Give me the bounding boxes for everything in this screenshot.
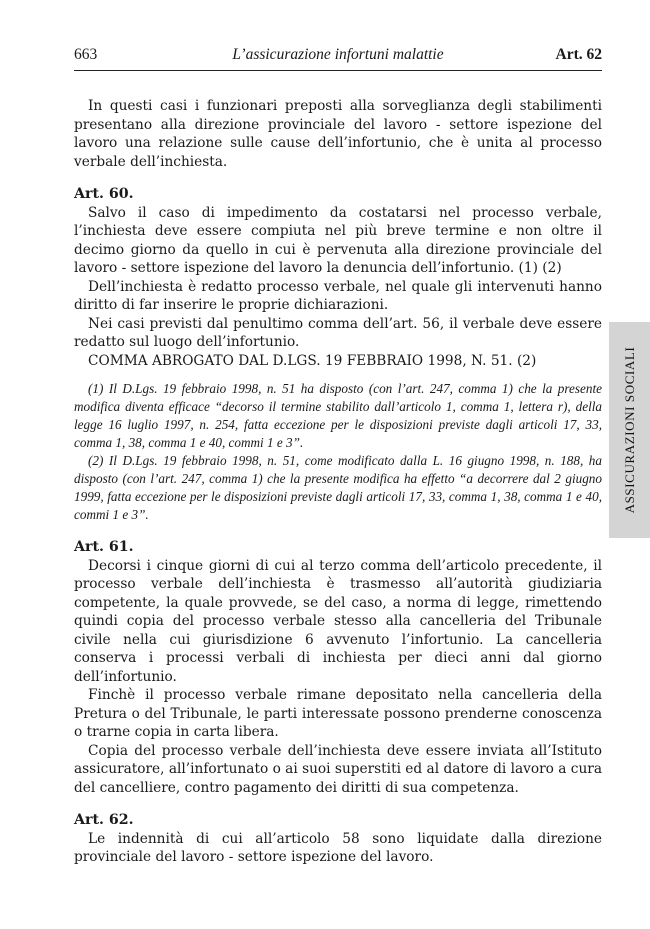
page-number: 663 [74, 46, 98, 63]
art-61-paragraph: Finchè il processo verbale rimane depositato nella cancelleria della Pretura o del Tribunale, le parti interessate possono prenderne conoscenza o trarne copia in carta libera. [74, 687, 602, 740]
running-title: L’assicurazione infortuni malattie [232, 46, 444, 63]
art-60-paragraph: Salvo il caso di impedimento da costatarsi nel processo verbale, l’inchiesta deve essere compiuta nel più breve termine e non oltre il decimo giorno da quello in cui è pervenuta alla direzione provinciale del lavoro - settore ispezione del lavoro la denuncia dell’infortunio. (1) (2) [74, 204, 602, 276]
footnote-1: (1) Il D.Lgs. 19 febbraio 1998, n. 51 ha disposto (con l’art. 247, comma 1) che la presente modifica diventa efficace “decorso il termine stabilito dall’articolo 1, comma 1, lettera r), della legge 16 luglio 1997, n. 254, fatta eccezione per le disposizioni previste dagli articoli 17, 33, comma 1, 38, comma 1 e 40, commi 1 e 3”. [74, 381, 602, 450]
art-61-paragraph: Decorsi i cinque giorni di cui al terzo comma dell’articolo precedente, il processo verbale dell’inchiesta è trasmesso all’autorità giudiziaria competente, la quale provvede, se del caso, a norma di legge, rimettendo quindi copia del processo verbale stesso alla cancelleria del Tribunale civile nella cui giurisdizione 6 avvenuto l’infortunio. La cancelleria conserva i processi verbali di inchiesta per dieci anni dal giorno dell’infortunio. [74, 557, 602, 685]
art-62-heading: Art. 62. [74, 812, 134, 828]
page-header [74, 46, 602, 68]
header-rule [74, 70, 602, 71]
art-60-heading: Art. 60. [74, 186, 134, 202]
art-61-paragraph: Copia del processo verbale dell’inchiesta deve essere inviata all’Istituto assicuratore, all’infortunato o ai suoi superstiti ed al datore di lavoro a cura del cancelliere, contro pagamento dei diritti di sua competenza. [74, 742, 602, 796]
page-body [74, 97, 602, 867]
side-tab-label: ASSICURAZIONI SOCIALI [621, 346, 637, 514]
art-62-paragraph: Le indennità di cui all’articolo 58 sono liquidate dalla direzione provinciale del lavoro - settore ispezione del lavoro. [74, 830, 602, 865]
intro-paragraph: In questi casi i funzionari preposti alla sorveglianza degli stabilimenti presentano alla direzione provinciale del lavoro - settore ispezione del lavoro una relazione sulle cause dell’infortunio, che è unita al processo verbale dell’inchiesta. [74, 98, 602, 170]
section-side-tab [609, 322, 650, 538]
art-60-paragraph: COMMA ABROGATO DAL D.LGS. 19 FEBBRAIO 1998, N. 51. (2) [88, 352, 537, 369]
art-61-heading: Art. 61. [74, 539, 134, 555]
footnote-2: (2) Il D.Lgs. 19 febbraio 1998, n. 51, come modificato dalla L. 16 giugno 1998, n. 188, ha disposto (con l’art. 247, comma 1) che la presente modifica ha effetto “a decorrere dal 2 giugno 1999, fatta eccezione per le disposizioni previste dagli articoli 17, 33, comma 1, 38, comma 1 e 40, commi 1 e 3”. [74, 453, 602, 522]
article-reference: Art. 62 [555, 46, 602, 63]
art-60-paragraph: Nei casi previsti dal penultimo comma dell’art. 56, il verbale deve essere redatto sul luogo dell’infortunio. [74, 315, 602, 350]
art-60-paragraph: Dell’inchiesta è redatto processo verbale, nel quale gli intervenuti hanno diritto di far inserire le proprie dichiarazioni. [74, 278, 602, 313]
